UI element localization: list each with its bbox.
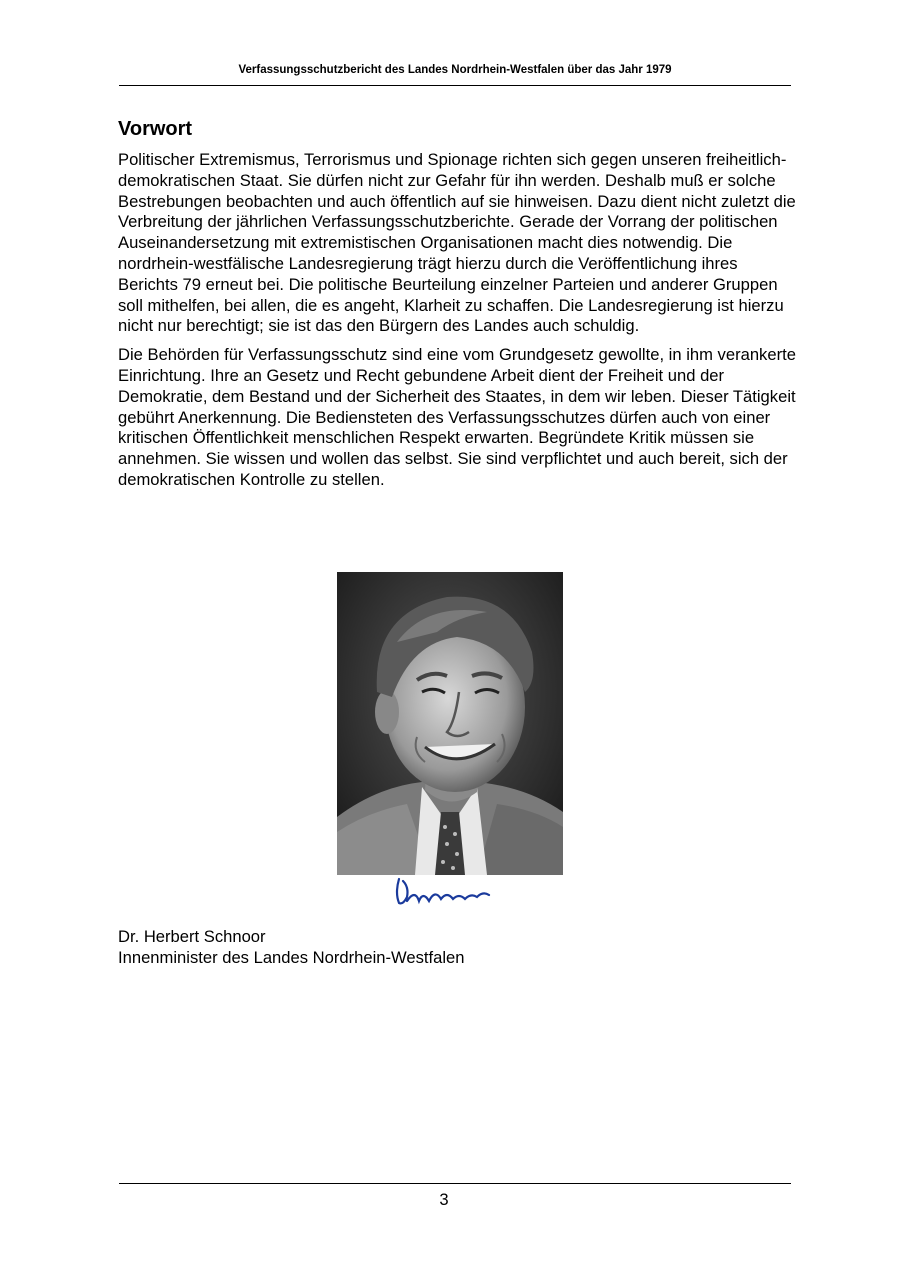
portrait-photo-icon: [337, 572, 563, 875]
page-title: Vorwort: [118, 118, 193, 140]
paragraph-2: Die Behörden für Verfassungsschutz sind eine vom Grundgesetz gewollte, in ihm verankerte Einrichtung. Ihre an Gesetz und Recht gebundene Arbeit dient der Freiheit und der Demokratie, dem Bestand und der Sicherheit des Staates, in dem wir leben. Dieser Tätigkeit gebührt Anerkennung. Die Bediensteten des Verfassungsschutzes dürfen auch von einer kritischen Öffentlichkeit menschlichen Respekt erwarten. Begründete Kritik müssen sie annehmen. Sie wissen und wollen das selbst. Sie sind verpflichtet und auch bereit, sich der demokratischen Kontrolle zu stellen.: [118, 345, 796, 489]
signature-icon: [337, 875, 563, 908]
signatory-role: Innenminister des Landes Nordrhein-Westfalen: [118, 947, 465, 967]
running-header: Verfassungsschutzbericht des Landes Nordrhein-Westfalen über das Jahr 1979: [238, 64, 672, 76]
header-rule: [119, 85, 791, 86]
signatory-name: Dr. Herbert Schnoor: [118, 927, 266, 946]
page-number: 3: [439, 1190, 449, 1209]
paragraph-1: Politischer Extremismus, Terrorismus und Spionage richten sich gegen unseren freiheitlich-demokratischen Staat. Sie dürfen nicht zur Gefahr für ihn werden. Deshalb muß er solche Bestrebungen beobachten und auch öffentlich auf sie hinweisen. Dazu dient nicht zuletzt die Verbreitung der jährlichen Verfassungsschutzberichte. Gerade der Vorrang der politischen Auseinandersetzung mit extremistischen Organisationen macht dies notwendig. Die nordrhein-westfälische Landesregierung trägt hierzu durch die Veröffentlichung ihres Berichts 79 erneut bei. Die politische Beurteilung einzelner Parteien und anderer Gruppen soll mithelfen, bei allen, die es angeht, Klarheit zu schaffen. Die Landesregierung ist hierzu nicht nur berechtigt; sie ist das den Bürgern des Landes auch schuldig.: [118, 150, 796, 336]
signatory-block: [118, 927, 465, 969]
footer-rule: [119, 1183, 791, 1184]
foreword-body: [118, 150, 798, 499]
